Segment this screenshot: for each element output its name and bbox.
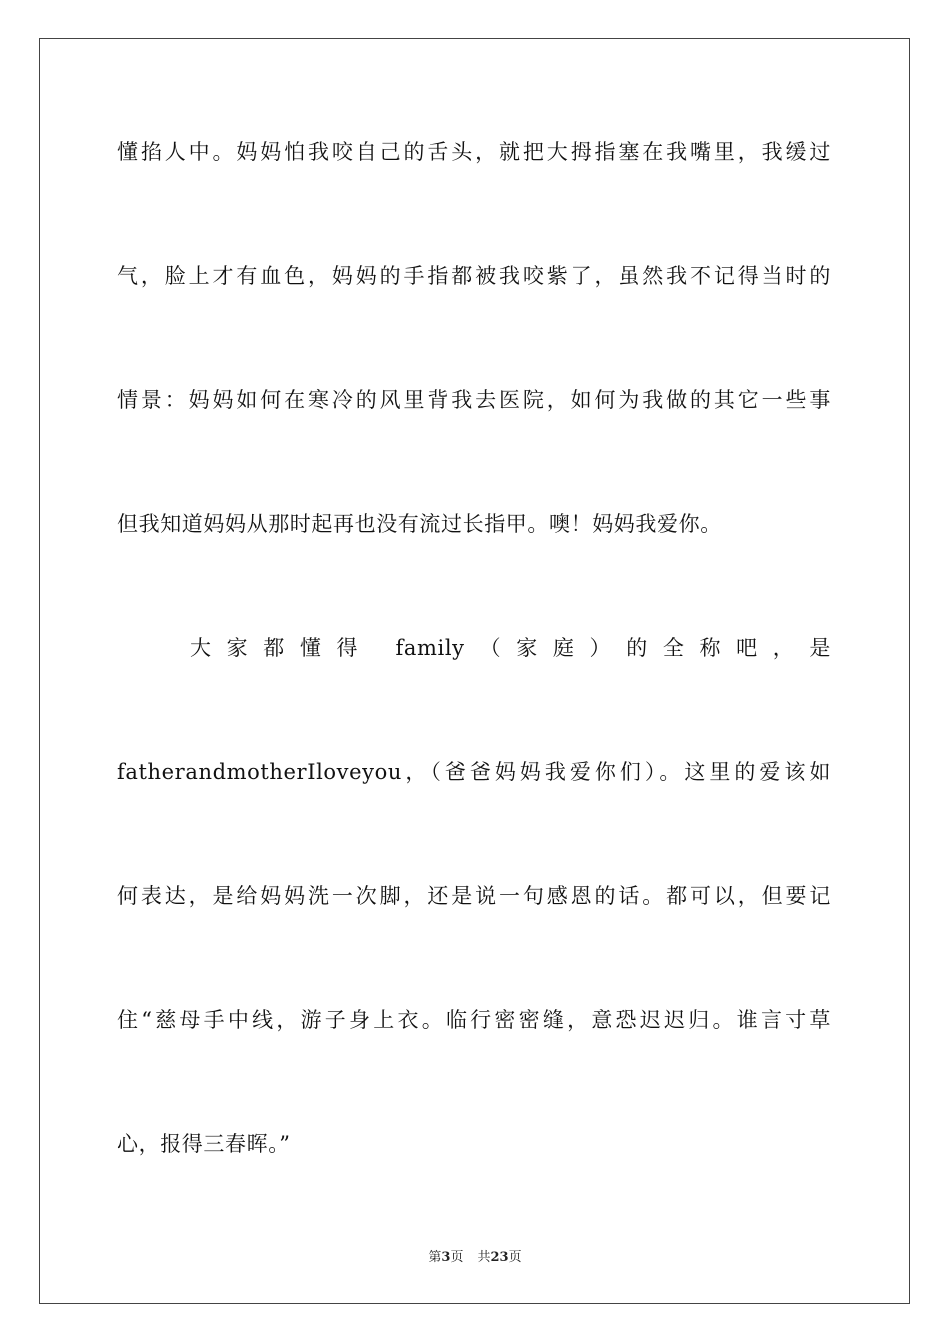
footer-total-suffix: 页 <box>508 1250 522 1265</box>
body-line-8: 住“慈母手中线，游子身上衣。临行密密缝，意恐迟迟归。谁言寸草 <box>117 1008 831 1032</box>
footer-total-prefix: 共 <box>477 1250 491 1265</box>
footer-page-number: 3 <box>441 1250 451 1265</box>
page-footer <box>0 1246 950 1265</box>
body-line-1: 懂掐人中。妈妈怕我咬自己的舌头，就把大拇指塞在我嘴里，我缓过 <box>117 140 831 164</box>
body-line-2: 气，脸上才有血色，妈妈的手指都被我咬紫了，虽然我不记得当时的 <box>117 264 831 288</box>
body-line-9: 心，报得三春晖。” <box>117 1132 291 1156</box>
footer-total-number: 23 <box>490 1250 509 1265</box>
body-line-5: 大家都懂得 family（家庭）的全称吧，是 <box>190 636 831 660</box>
body-line-3: 情景：妈妈如何在寒冷的风里背我去医院，如何为我做的其它一些事 <box>117 388 831 412</box>
footer-page-prefix: 第 <box>428 1250 442 1265</box>
page-frame <box>39 38 910 1304</box>
body-line-6: fatherandmotherIloveyou，（爸爸妈妈我爱你们）。这里的爱该如 <box>117 760 831 784</box>
body-line-7: 何表达，是给妈妈洗一次脚，还是说一句感恩的话。都可以，但要记 <box>117 884 831 908</box>
body-line-4: 但我知道妈妈从那时起再也没有流过长指甲。噢！妈妈我爱你。 <box>117 512 722 536</box>
footer-page-suffix: 页 <box>450 1250 464 1265</box>
